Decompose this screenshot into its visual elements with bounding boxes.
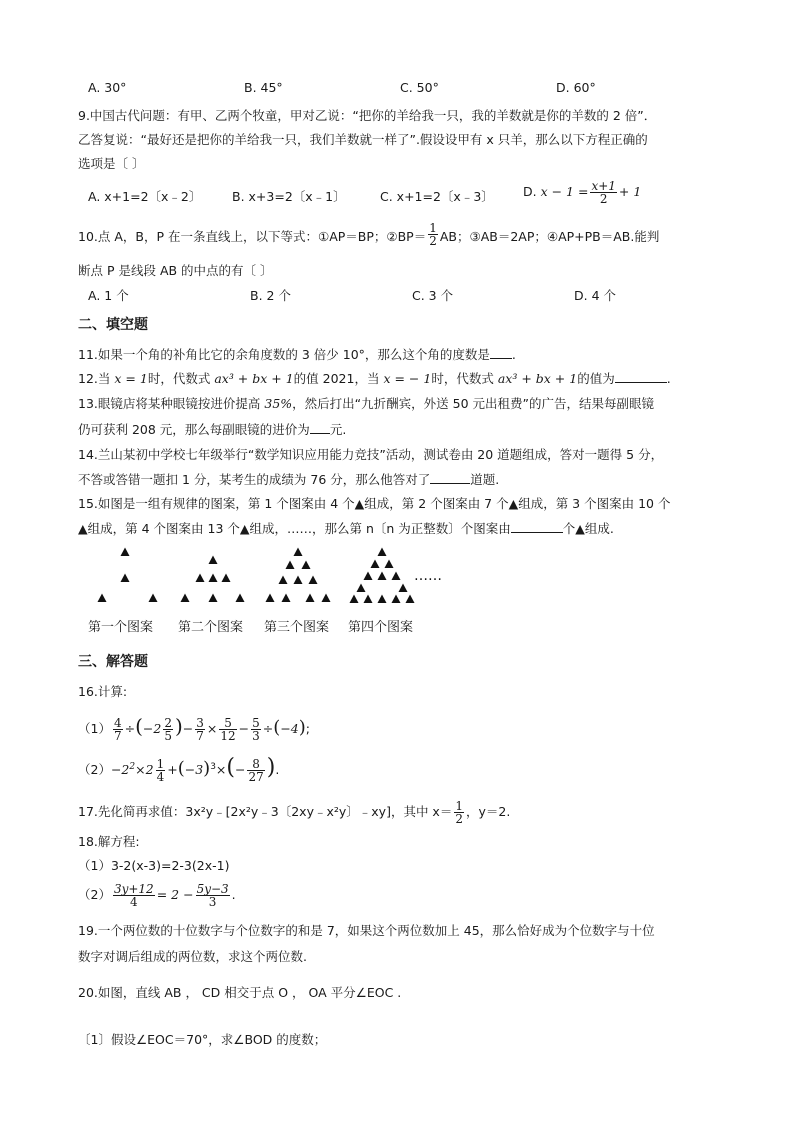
q10-option-c: C. 3 个 — [412, 288, 454, 303]
q16-part1: （1） $\frac{4}{7}$ ÷(−2 $\frac{2}{5}$ )− $\frac{3}{7}$ × $\frac{5}{12}$ − $\frac{5}{3}$ ÷(−4); — [78, 714, 310, 743]
q10-line1 — [78, 221, 660, 248]
q18-title: 18.解方程: — [78, 834, 140, 849]
q16-title: 16.计算: — [78, 684, 128, 699]
q13-line2 — [78, 421, 346, 438]
q11 — [78, 346, 516, 363]
q9-option-d-label: D. — [523, 184, 541, 199]
figure-label-4: 第四个图案 — [348, 620, 414, 635]
q9-option-d-lhs: x − 1 = — [540, 184, 589, 199]
q18-part2: （2） $\frac{3y+12}{4}$ = 2 − $\frac{5y-3}{3}$ . — [78, 882, 236, 909]
q20-line1: 20.如图，直线 AB ， CD 相交于点 O ， OA 平分∠EOC . — [78, 985, 402, 1000]
fraction-denominator: 2 — [599, 192, 608, 206]
q14-text: 不答或答错一题扣 1 分，某考生的成绩为 76 分，那么他答对了 — [78, 472, 431, 487]
q8-option-a: A. 30° — [88, 80, 127, 95]
triangle-pattern-figure — [80, 540, 460, 610]
q10-line2: 断点 P 是线段 AB 的中点的有〔 〕 — [78, 263, 273, 278]
q11-text: 11.如果一个角的补角比它的余角度数的 3 倍少 10°，那么这个角的度数是 — [78, 347, 490, 362]
q10-option-b: B. 2 个 — [250, 288, 291, 303]
q18-part2-label: （2） — [78, 887, 111, 902]
q13-end: 元. — [329, 422, 347, 437]
q16-part2-label: （2） — [78, 762, 111, 778]
q8-option-c: C. 50° — [400, 80, 439, 95]
q16-part1-label: （1） — [78, 721, 111, 736]
pattern-4 — [350, 548, 415, 604]
q12-math-3: x = − 1 — [383, 371, 432, 386]
figure-ellipsis: …… — [414, 568, 442, 584]
q12-end: . — [666, 371, 671, 386]
answer-blank — [490, 346, 512, 359]
figure-label-1: 第一个图案 — [88, 620, 154, 635]
figure-label-2: 第二个图案 — [178, 620, 244, 635]
q12-text-a: 12.当 — [78, 371, 111, 386]
q9-line3: 选项是〔 〕 — [78, 156, 145, 171]
q13-math: 35% — [264, 396, 293, 411]
fraction-denominator: 2 — [429, 234, 437, 248]
q14-line1: 14.兰山某初中学校七年级举行“数学知识应用能力竞技”活动，测试卷由 20 道题组成，答对一题得 5 分， — [78, 447, 664, 462]
pattern-2 — [181, 556, 245, 603]
q9-line1: 9.中国古代问题：有甲、乙两个牧童，甲对乙说：“把你的羊给我一只，我的羊数就是你的羊数的 2 倍”． — [78, 108, 657, 123]
q9-option-b: B. x+3=2〔x﹣1〕 — [232, 189, 346, 204]
q9-option-d — [523, 180, 641, 205]
q10-option-d: D. 4 个 — [574, 288, 616, 303]
q12-math-1: x = 1 — [114, 371, 148, 386]
q15-line1: 15.如图是一组有规律的图案，第 1 个图案由 4 个▲组成，第 2 个图案由 7 个▲组成，第 3 个图案由 10 个 — [78, 496, 671, 511]
q12-text-b: 时，代数式 — [147, 371, 211, 386]
q12-text-d: 时，代数式 — [431, 371, 494, 386]
q15-line2 — [78, 520, 614, 537]
q9-option-d-rhs: + 1 — [618, 184, 642, 199]
q14-line2 — [78, 471, 499, 488]
section-3-title: 三、解答题 — [78, 654, 148, 670]
q11-end: . — [511, 347, 516, 362]
q15-end: 个▲组成. — [562, 521, 614, 536]
q12-text-e: 的值为 — [577, 371, 615, 386]
q13-line1 — [78, 396, 654, 412]
q12 — [78, 370, 671, 387]
q14-end: 道题. — [470, 472, 500, 487]
q12-text-c: 的值 2021，当 — [293, 371, 380, 386]
q13-text-b: ，然后打出“九折酬宾，外送 50 元出租费”的广告，结果每副眼镜 — [292, 396, 654, 411]
q9-option-a: A. x+1=2〔x﹣2〕 — [88, 189, 202, 204]
answer-blank — [310, 421, 330, 434]
q10-option-a: A. 1 个 — [88, 288, 129, 303]
answer-blank — [615, 370, 667, 383]
q13-text-a: 13.眼镜店将某种眼镜按进价提高 — [78, 396, 261, 411]
q12-math-2: ax³ + bx + 1 — [214, 371, 294, 386]
fraction-numerator: x+1 — [591, 179, 616, 193]
q17 — [78, 798, 510, 826]
fraction-numerator: 1 — [455, 799, 463, 813]
q19-line2: 数字对调后组成的两位数，求这个两位数. — [78, 949, 307, 964]
fraction-denominator: 2 — [455, 812, 463, 826]
q10-text-a: 10.点 A，B，P 在一条直线上，以下等式：①AP＝BP；②BP＝ — [78, 229, 427, 244]
q18-part1: （1）3-2(x-3)=2-3(2x-1) — [78, 858, 230, 873]
q17-fraction — [454, 800, 464, 825]
fraction-numerator: 1 — [429, 221, 437, 235]
q15-text: ▲组成，第 4 个图案由 13 个▲组成，……，那么第 n〔n 为正整数〕个图案由 — [78, 521, 511, 536]
figure-label-3: 第三个图案 — [264, 620, 330, 635]
q12-math-4: ax³ + bx + 1 — [497, 371, 578, 386]
q8-option-b: B. 45° — [244, 80, 283, 95]
q10-fraction — [428, 222, 438, 247]
section-2-title: 二、填空题 — [78, 317, 148, 333]
q17-text-b: ，y＝2. — [465, 804, 511, 819]
pattern-1 — [98, 548, 158, 603]
q13-text-c: 仍可获利 208 元，那么每副眼镜的进价为 — [78, 422, 310, 437]
q9-option-c: C. x+1=2〔x﹣3〕 — [380, 189, 494, 204]
q16-part2: $(2)-2^2\times 2$ $\frac{1}{4}$ $+(-3)^3\times(-$ $\frac{8}{27}$ ). — [78, 755, 280, 785]
q10-text-b: AB；③AB＝2AP；④AP+PB＝AB.能判 — [439, 229, 660, 244]
answer-blank — [511, 520, 563, 533]
answer-blank — [430, 471, 470, 484]
q9-line2: 乙答复说：“最好还是把你的羊给我一只，我们羊数就一样了”.假设设甲有 x 只羊，那么以下方程正确的 — [78, 132, 648, 147]
pattern-3 — [266, 548, 331, 603]
q20-part1: 〔1〕假设∠EOC＝70°，求∠BOD 的度数； — [78, 1032, 327, 1047]
q8-option-d: D. 60° — [556, 80, 596, 95]
q9-option-d-fraction — [590, 180, 616, 205]
q19-line1: 19.一个两位数的十位数字与个位数字的和是 7，如果这个两位数加上 45，那么恰好成为个位数字与十位 — [78, 923, 655, 938]
q17-text-a: 17.先化简再求值：3x²y﹣[2x²y﹣3〔2xy﹣x²y〕﹣xy]，其中 x＝ — [78, 804, 453, 819]
